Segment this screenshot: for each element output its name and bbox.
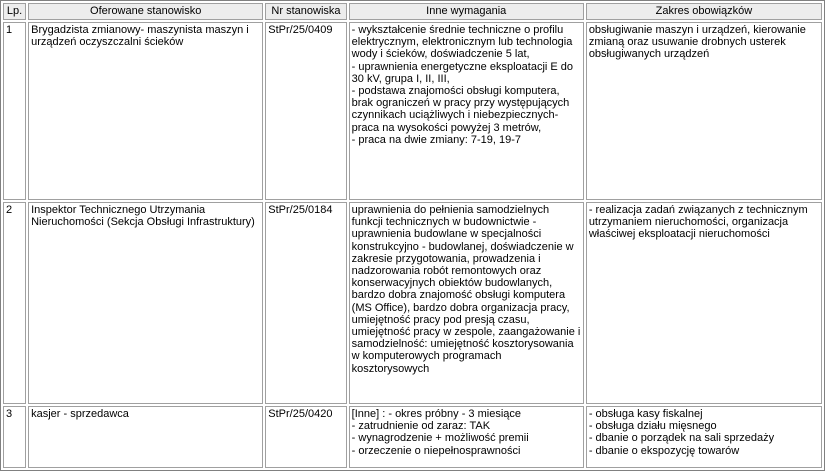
header-requirements: Inne wymagania: [349, 3, 584, 20]
header-row: [3, 3, 822, 20]
cell-lp: 1: [3, 22, 26, 200]
cell-scope: - obsługa kasy fiskalnej - obsługa działu mięsnego - dbanie o porządek na sali sprzedaży - dbanie o ekspozycję towarów: [586, 406, 822, 468]
cell-lp: 3: [3, 406, 26, 468]
table-row: [3, 202, 822, 404]
cell-position: Inspektor Technicznego Utrzymania Nieruchomości (Sekcja Obsługi Infrastruktury): [28, 202, 263, 404]
header-position: Oferowane stanowisko: [28, 3, 263, 20]
cell-requirements: uprawnienia do pełnienia samodzielnych funkcji technicznych w budownictwie - uprawnienia budowlane w specjalności konstrukcyjno - budowlanej, doświadczenie w zakresie przygotowania, prowadzenia i nadzorowania robót remontowych oraz konserwacyjnych obiektów budowlanych, bardzo dobra znajomość obsługi komputera (MS Office), bardzo dobra organizacja pracy, umiejętność pracy pod presją czasu, umiejętność pracy w zespole, zaangażowanie i samodzielność: umiejętność kosztorysowania w komputerowych programach kosztorysowych: [349, 202, 584, 404]
cell-scope: obsługiwanie maszyn i urządzeń, kierowanie zmianą oraz usuwanie drobnych usterek obsługiwanych urządzeń: [586, 22, 822, 200]
cell-requirements: - wykształcenie średnie techniczne o profilu elektrycznym, elektronicznym lub technologia wody i ścieków, doświadczenie 5 lat, - uprawnienia energetyczne eksploatacji E do 30 kV, grupa I, II, III, - podstawa znajomości obsługi komputera, brak ograniczeń w pracy przy występujących czynnikach uciążliwych i niebezpiecznych- praca na wysokości powyżej 3 metrów, - praca na dwie zmiany: 7-19, 19-7: [349, 22, 584, 200]
header-lp: Lp.: [3, 3, 26, 20]
table-row: [3, 406, 822, 468]
header-number: Nr stanowiska: [265, 3, 346, 20]
cell-number: StPr/25/0420: [265, 406, 346, 468]
cell-position: kasjer - sprzedawca: [28, 406, 263, 468]
cell-position: Brygadzista zmianowy- maszynista maszyn i urządzeń oczyszczalni ścieków: [28, 22, 263, 200]
header-scope: Zakres obowiązków: [586, 3, 822, 20]
cell-scope: - realizacja zadań związanych z technicznym utrzymaniem nieruchomości, organizacja właściwej eksploatacji nieruchomości: [586, 202, 822, 404]
cell-requirements: [Inne] : - okres próbny - 3 miesiące - zatrudnienie od zaraz: TAK - wynagrodzenie + możliwość premii - orzeczenie o niepełnosprawności: [349, 406, 584, 468]
table-row: [3, 22, 822, 200]
cell-number: StPr/25/0184: [265, 202, 346, 404]
cell-number: StPr/25/0409: [265, 22, 346, 200]
cell-lp: 2: [3, 202, 26, 404]
